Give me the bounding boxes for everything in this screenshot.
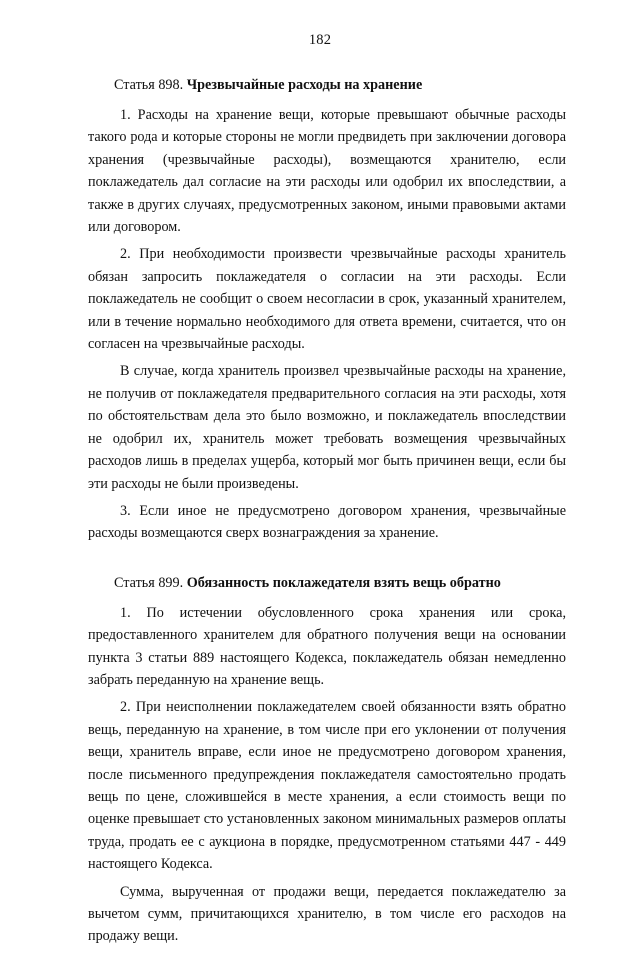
page-number: 182 (308, 32, 332, 48)
paragraph: 1. Расходы на хранение вещи, которые превышают обычные расходы такого рода и которые стороны не могли предвидеть при заключении договора хранения (чрезвычайные расходы), возмещаются хранителю, если поклажедатель дал согласие на эти расходы или одобрил их впоследствии, а также в других случаях, предусмотренных законом, иными правовыми актами или договором. (88, 107, 566, 236)
article-899-heading (88, 572, 566, 594)
article-number: Статья 898. (114, 77, 184, 93)
paragraph: 2. При неисполнении поклажедателем своей обязанности взять обратно вещь, переданную на хранение, в том числе при его уклонении от получения вещи, хранитель вправе, если иное не предусмотрено договором хранения, после письменного предупреждения поклажедателя самостоятельно продать вещь по цене, сложившейся в месте хранения, а если стоимость вещи по оценке превышает сто установленных законом минимальных размеров оплаты труда, продать ее с аукциона в порядке, предусмотренном статьями 447 - 449 настоящего Кодекса. (88, 699, 566, 873)
paragraph: 1. По истечении обусловленного срока хранения или срока, предоставленного хранителем для обратного получения вещи на основании пункта 3 статьи 889 настоящего Кодекса, поклажедатель обязан немедленно забрать переданную на хранение вещь. (88, 604, 566, 688)
paragraph: 2. При необходимости произвести чрезвычайные расходы хранитель обязан запросить поклажедателя о согласии на эти расходы. Если поклажедатель не сообщит о своем несогласии в срок, указанный хранителем, или в течение нормально необходимого для ответа времени, считается, что он согласен на чрезвычайные расходы. (88, 246, 566, 353)
section-gap (88, 550, 566, 572)
paragraph: В случае, когда хранитель произвел чрезвычайные расходы на хранение, не получив от поклажедателя предварительного согласия на эти расходы, хотя по обстоятельствам дела это было возможно, и поклажедатель впоследствии не одобрил их, хранитель может требовать возмещения чрезвычайных расходов лишь в пределах ущерба, который мог быть причинен вещи, если бы эти расходы не были произведены. (88, 363, 566, 492)
paragraph: 3. Если иное не предусмотрено договором хранения, чрезвычайные расходы возмещаются сверх вознаграждения за хранение. (88, 502, 566, 542)
article-title: Чрезвычайные расходы на хранение (186, 77, 423, 93)
article-title: Обязанность поклажедателя взять вещь обратно (186, 574, 501, 591)
article-number: Статья 899. (114, 574, 184, 591)
page-content (88, 74, 566, 953)
paragraph: Сумма, вырученная от продажи вещи, передается поклажедателю за вычетом сумм, причитающихся хранителю, в том числе его расходов на продажу вещи. (88, 883, 566, 945)
article-898-heading (88, 74, 566, 96)
